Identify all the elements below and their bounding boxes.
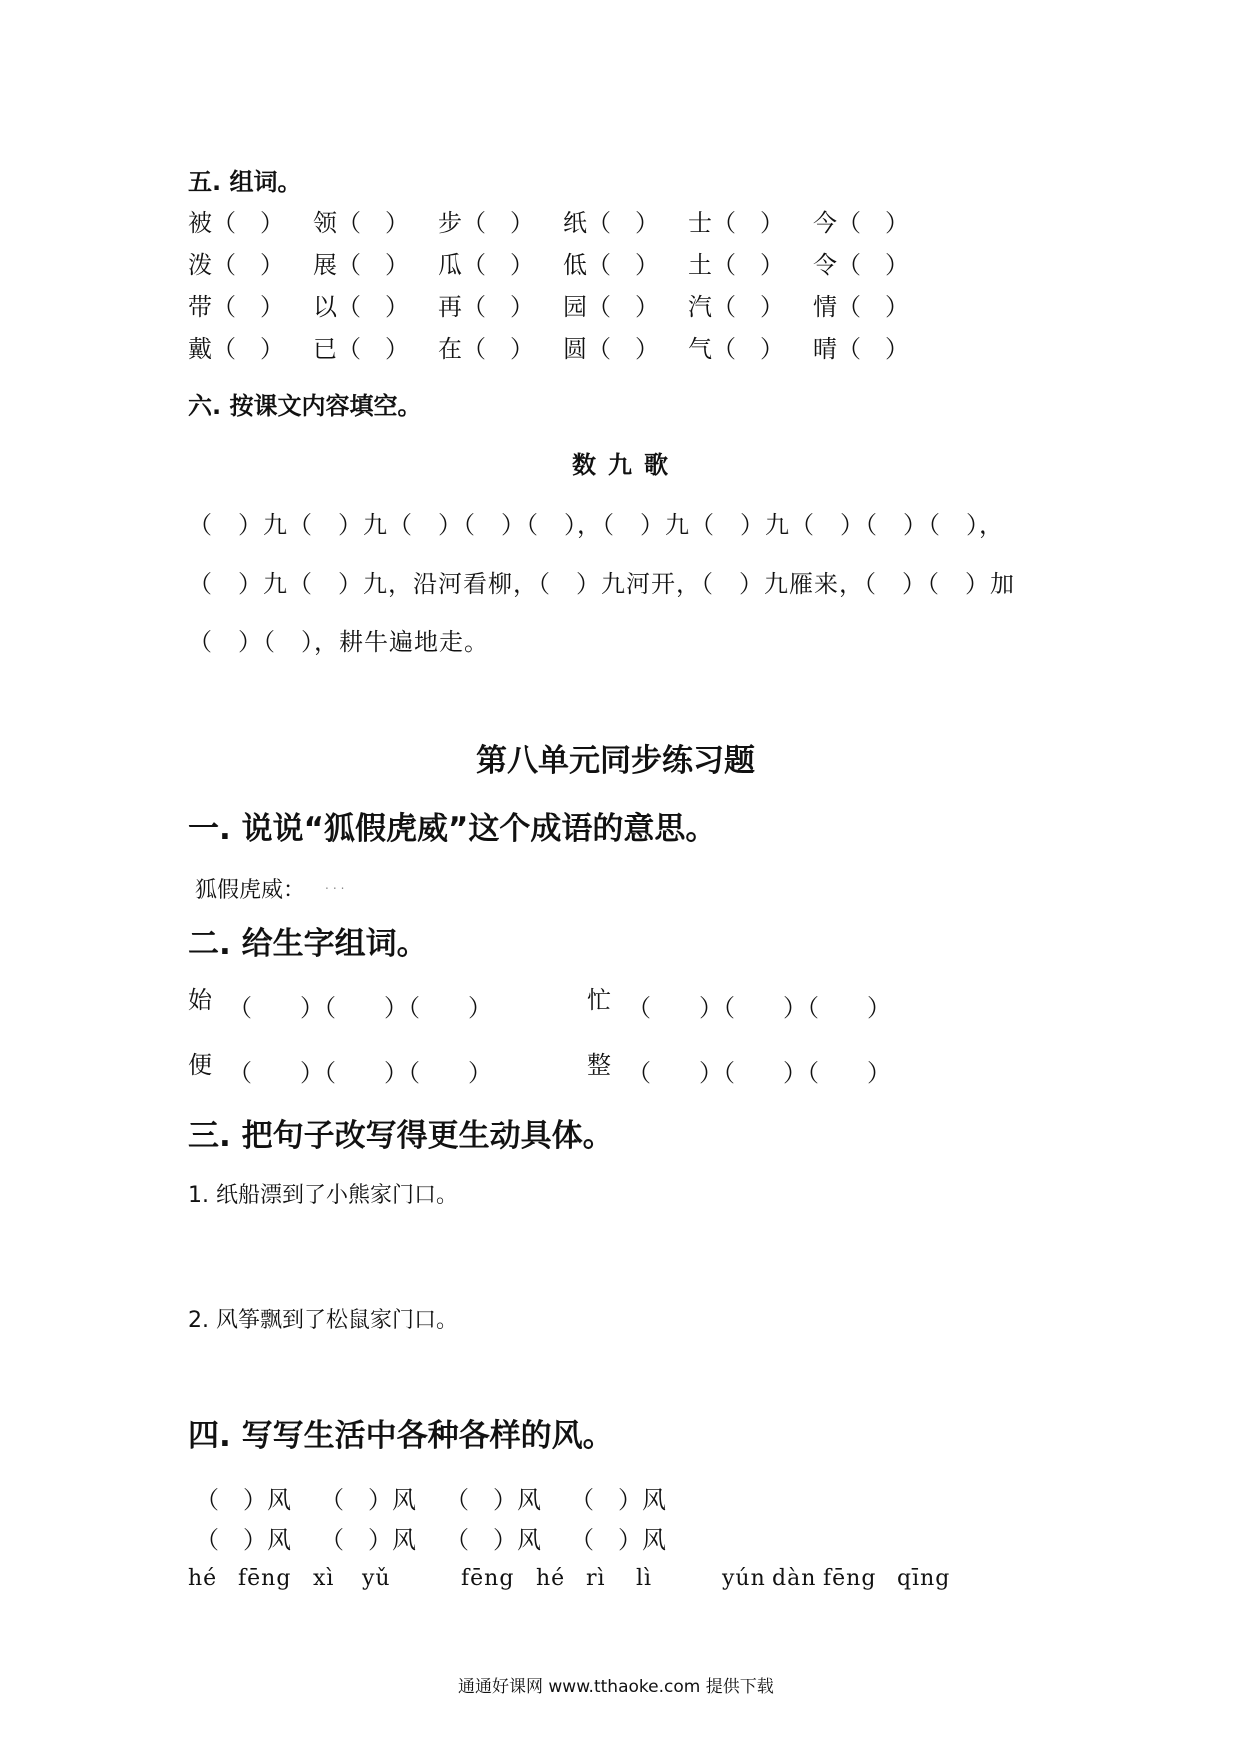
pinyin-syllable: fēng — [823, 1566, 877, 1591]
pinyin-syllable: qīng — [897, 1566, 951, 1591]
pinyin-syllable: hé — [536, 1566, 566, 1591]
q2-char: 便 — [188, 1051, 212, 1079]
pinyin-syllable: xì — [313, 1566, 335, 1591]
pinyin-syllable: rì — [586, 1566, 606, 1591]
wind-item: （ ）风 — [570, 1486, 666, 1514]
word-item: 步（ ） — [438, 209, 534, 237]
word-item: 泼（ ） — [188, 251, 284, 279]
word-item: 领（ ） — [313, 209, 409, 237]
section6-heading: 六. 按课文内容填空。 — [188, 392, 422, 420]
pinyin-syllable: hé — [188, 1566, 218, 1591]
pinyin-syllable: fēng — [461, 1566, 515, 1591]
pinyin-row — [0, 1566, 1240, 1606]
word-item: 展（ ） — [313, 251, 409, 279]
word-item: 土（ ） — [688, 251, 784, 279]
wind-item: （ ）风 — [195, 1526, 291, 1554]
q2-blanks: （ ）（ ）（ ） — [627, 1059, 891, 1087]
wind-item: （ ）风 — [320, 1486, 416, 1514]
word-item: 今（ ） — [813, 209, 909, 237]
word-item: 低（ ） — [563, 251, 659, 279]
poem-line-1: （ ）九（ ）九（ ）（ ）（ ），（ ）九（ ）九（ ）（ ）（ ）， — [188, 511, 1004, 539]
q2-blanks: （ ）（ ）（ ） — [228, 994, 492, 1022]
q2-row-1 — [0, 980, 1240, 1030]
word-item: 以（ ） — [313, 293, 409, 321]
q2-char: 忙 — [587, 986, 611, 1014]
word-item: 汽（ ） — [688, 293, 784, 321]
section5-row-1 — [0, 203, 1240, 243]
section5-heading: 五. 组词。 — [188, 168, 302, 196]
q2-row-2 — [0, 1045, 1240, 1095]
word-item: 令（ ） — [813, 251, 909, 279]
wind-item: （ ）风 — [195, 1486, 291, 1514]
word-item: 士（ ） — [688, 209, 784, 237]
wind-item: （ ）风 — [320, 1526, 416, 1554]
q4-heading: 四. 写写生活中各种各样的风。 — [188, 1418, 614, 1454]
q2-heading: 二. 给生字组词。 — [188, 926, 428, 962]
poem-line-3: （ ）（ ），耕牛遍地走。 — [188, 628, 489, 656]
section5-row-2 — [0, 245, 1240, 285]
word-item: 戴（ ） — [188, 335, 284, 363]
wind-item: （ ）风 — [570, 1526, 666, 1554]
pinyin-syllable: lì — [636, 1566, 653, 1591]
q2-blanks: （ ）（ ）（ ） — [627, 994, 891, 1022]
word-item: 气（ ） — [688, 335, 784, 363]
footer-credit: 通通好课网 www.tthaoke.com 提供下载 — [458, 1677, 774, 1697]
word-item: 被（ ） — [188, 209, 284, 237]
word-item: 在（ ） — [438, 335, 534, 363]
q4-row-2 — [0, 1520, 1240, 1560]
q3-sentence-2: 2. 风筝飘到了松鼠家门口。 — [188, 1308, 458, 1333]
section5-row-3 — [0, 287, 1240, 327]
q2-char: 始 — [188, 986, 212, 1014]
pinyin-syllable: yún — [722, 1566, 766, 1591]
section5-row-4 — [0, 329, 1240, 369]
word-item: 纸（ ） — [563, 209, 659, 237]
word-item: 情（ ） — [813, 293, 909, 321]
q3-heading: 三. 把句子改写得更生动具体。 — [188, 1118, 614, 1154]
poem-line-2: （ ）九（ ）九，沿河看柳，（ ）九河开，（ ）九雁来，（ ）（ ）加 — [188, 570, 1015, 598]
q1-label: 狐假虎威： — [195, 878, 306, 903]
word-item: 园（ ） — [563, 293, 659, 321]
wind-item: （ ）风 — [445, 1526, 541, 1554]
unit-title: 第八单元同步练习题 — [476, 743, 755, 779]
word-item: 再（ ） — [438, 293, 534, 321]
wind-item: （ ）风 — [445, 1486, 541, 1514]
pinyin-syllable: fēng — [238, 1566, 292, 1591]
q3-sentence-1: 1. 纸船漂到了小熊家门口。 — [188, 1183, 458, 1208]
word-item: 瓜（ ） — [438, 251, 534, 279]
word-item: 已（ ） — [313, 335, 409, 363]
q1-answer-dots: ... — [325, 878, 349, 892]
q4-row-1 — [0, 1480, 1240, 1520]
q1-heading: 一. 说说“狐假虎威”这个成语的意思。 — [188, 811, 717, 847]
word-item: 带（ ） — [188, 293, 284, 321]
poem-title: 数九歌 — [572, 451, 680, 479]
word-item: 晴（ ） — [813, 335, 909, 363]
pinyin-syllable: yǔ — [362, 1566, 391, 1591]
q2-char: 整 — [587, 1051, 611, 1079]
q2-blanks: （ ）（ ）（ ） — [228, 1059, 492, 1087]
pinyin-syllable: dàn — [772, 1566, 817, 1591]
word-item: 圆（ ） — [563, 335, 659, 363]
